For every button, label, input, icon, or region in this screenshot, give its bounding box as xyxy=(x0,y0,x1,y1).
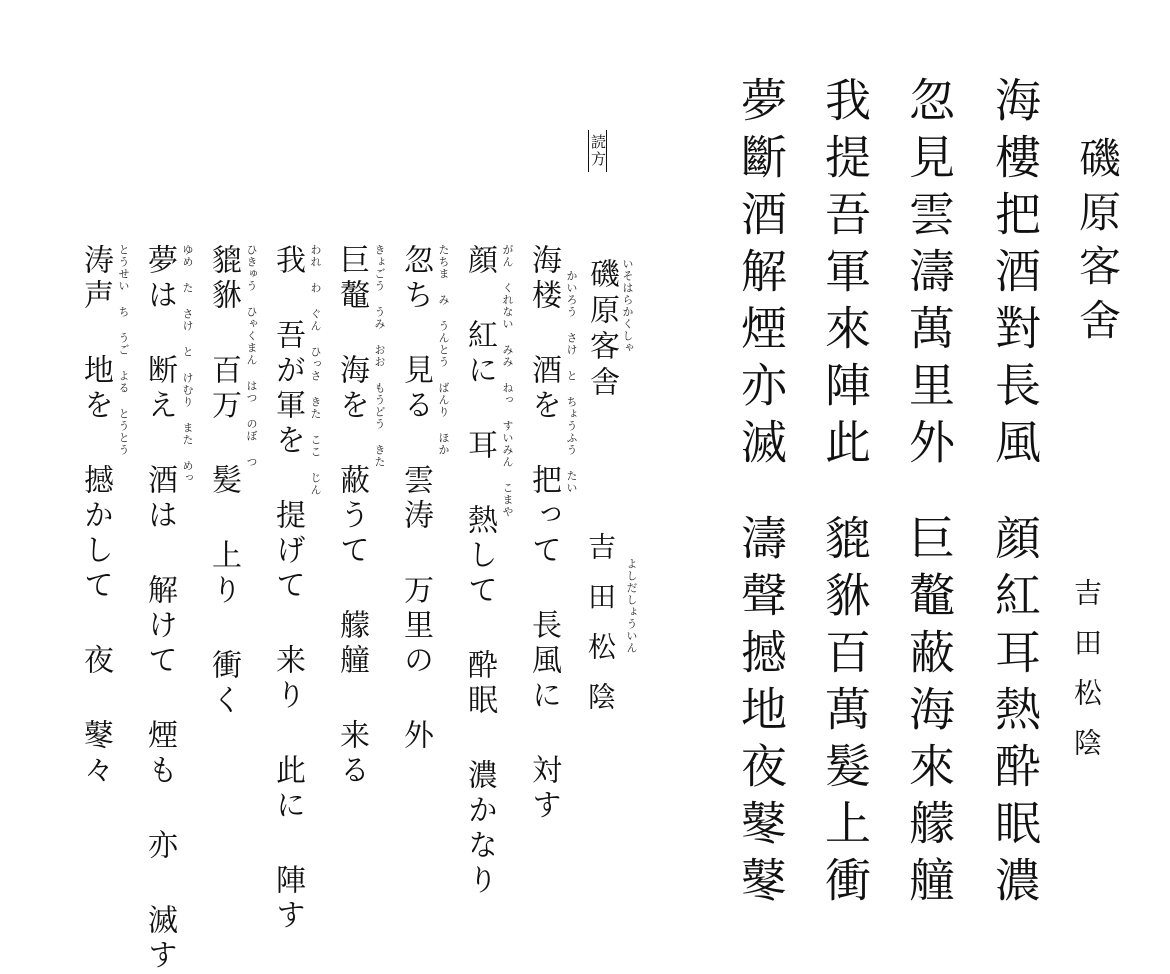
original-line-7: 夢斷酒解煙亦滅 xyxy=(734,76,788,475)
reading-line-5-ruby: われ わ ぐん ひっさ きた ここ じん xyxy=(309,244,322,496)
original-line-4: 巨鼇蔽海來艨艟 xyxy=(902,514,956,913)
reading-line-4: 巨鼇 海を 蔽うて 艨艟 来る xyxy=(334,244,369,789)
reading-author-ruby: よしだしょういん xyxy=(625,558,638,654)
original-line-3: 忽見雲濤萬里外 xyxy=(902,76,956,475)
reading-line-2-ruby: がん くれない みみ ねっ すいみん こまや xyxy=(501,244,514,518)
reading-line-1-ruby: かいろう さけ と ちょうふう たい xyxy=(565,270,578,494)
reading-line-8-ruby: とうせい ち うご よる とうとう xyxy=(117,244,130,456)
original-title: 磯原客舍 xyxy=(1073,136,1122,352)
reading-line-3: 忽ち 見る 雲涛 万里の 外 xyxy=(398,244,433,754)
reading-line-7-ruby: ゆめ た さけ と けむり また めっ xyxy=(181,244,194,484)
reading-line-5: 我 吾が軍を 提げて 来り 此に 陣す xyxy=(270,244,305,934)
reading-line-6: 貔貅 百万 髪 上り 衝く xyxy=(206,244,241,719)
reading-line-8: 涛声 地を 撼かして 夜 鼕々 xyxy=(78,244,113,789)
reading-line-7: 夢は 断え 酒は 解けて 煙も 亦 滅す xyxy=(142,244,177,974)
original-line-5: 我提吾軍來陣此 xyxy=(818,76,872,475)
original-line-6: 貔貅百萬髮上衝 xyxy=(818,514,872,913)
reading-title-ruby: いそはらかくしゃ xyxy=(621,258,634,354)
reading-line-3-ruby: たちま み うんとう ばんり ほか xyxy=(437,244,450,456)
original-line-1: 海樓把酒對長風 xyxy=(988,76,1042,475)
original-line-8: 濤聲撼地夜鼕鼕 xyxy=(734,514,788,913)
original-author: 吉田松陰 xyxy=(1070,578,1103,778)
reading-author: 吉田松陰 xyxy=(584,532,617,732)
reading-line-4-ruby: きょごう うみ おお もうどう きた xyxy=(373,244,386,468)
original-line-2: 顔紅耳熱酔眠濃 xyxy=(988,514,1042,913)
reading-title: 磯原客舎 xyxy=(584,258,619,402)
reading-line-2: 顔 紅に 耳 熱して 酔眠 濃かなり xyxy=(462,244,497,899)
reading-label: 読方 xyxy=(588,130,607,172)
reading-line-1: 海楼 酒を 把って 長風に 対す xyxy=(526,244,561,824)
reading-line-6-ruby: ひきゅう ひゃくまん はつ のぼ つ xyxy=(245,244,258,468)
